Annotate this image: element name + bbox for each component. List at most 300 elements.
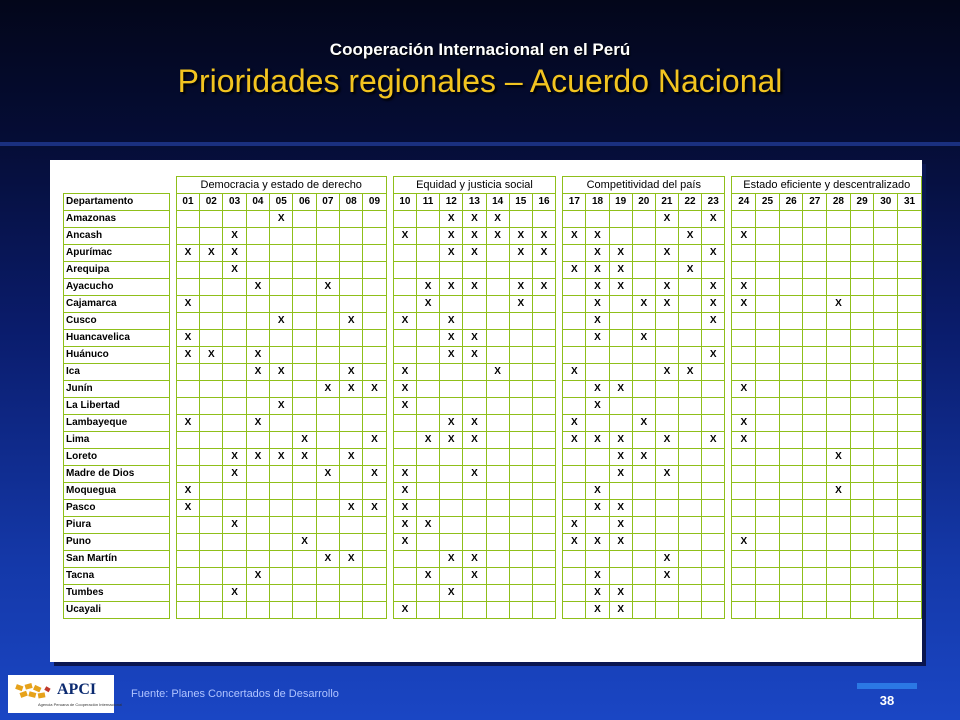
table-row — [64, 381, 922, 398]
empty-cell — [176, 279, 199, 296]
column-gap — [169, 245, 176, 262]
priority-mark: X — [223, 228, 246, 245]
priority-mark: X — [176, 415, 199, 432]
priority-mark: X — [463, 347, 486, 364]
empty-cell — [874, 415, 898, 432]
page-number: 38 — [857, 683, 917, 708]
column-header: 02 — [200, 194, 223, 211]
column-gap — [386, 364, 393, 381]
priority-mark: X — [632, 449, 655, 466]
priority-mark: X — [609, 245, 632, 262]
column-gap — [386, 432, 393, 449]
empty-cell — [563, 296, 586, 313]
column-gap — [725, 500, 732, 517]
empty-cell — [803, 517, 827, 534]
empty-cell — [732, 449, 756, 466]
priority-mark: X — [176, 245, 199, 262]
empty-cell — [363, 211, 386, 228]
empty-cell — [200, 279, 223, 296]
empty-cell — [176, 585, 199, 602]
empty-cell — [200, 364, 223, 381]
column-gap — [556, 347, 563, 364]
column-header: 04 — [246, 194, 269, 211]
priority-mark: X — [417, 432, 440, 449]
empty-cell — [246, 262, 269, 279]
empty-cell — [874, 602, 898, 619]
empty-cell — [463, 500, 486, 517]
empty-cell — [509, 398, 532, 415]
empty-cell — [270, 381, 293, 398]
empty-cell — [200, 262, 223, 279]
department-name: Cajamarca — [64, 296, 170, 313]
priority-mark: X — [393, 398, 416, 415]
empty-cell — [827, 381, 851, 398]
empty-cell — [827, 500, 851, 517]
table-row — [64, 211, 922, 228]
empty-cell — [632, 432, 655, 449]
empty-cell — [679, 449, 702, 466]
priority-mark: X — [316, 279, 339, 296]
priority-mark: X — [609, 500, 632, 517]
empty-cell — [679, 245, 702, 262]
empty-cell — [609, 483, 632, 500]
empty-cell — [176, 551, 199, 568]
empty-cell — [732, 245, 756, 262]
empty-cell — [363, 228, 386, 245]
column-gap — [169, 347, 176, 364]
priority-mark: X — [702, 296, 725, 313]
column-gap — [386, 517, 393, 534]
empty-cell — [316, 228, 339, 245]
empty-cell — [486, 279, 509, 296]
column-gap — [725, 364, 732, 381]
column-gap — [725, 177, 732, 194]
empty-cell — [440, 398, 463, 415]
priority-mark: X — [246, 415, 269, 432]
priority-mark: X — [393, 534, 416, 551]
priority-mark: X — [509, 296, 532, 313]
empty-cell — [609, 398, 632, 415]
empty-cell — [874, 449, 898, 466]
priority-mark: X — [393, 313, 416, 330]
empty-cell — [316, 330, 339, 347]
column-gap — [169, 415, 176, 432]
empty-cell — [340, 466, 363, 483]
empty-cell — [898, 313, 922, 330]
empty-cell — [632, 228, 655, 245]
column-gap — [556, 415, 563, 432]
column-gap — [556, 551, 563, 568]
empty-cell — [632, 466, 655, 483]
column-gap — [725, 330, 732, 347]
empty-cell — [563, 313, 586, 330]
empty-cell — [200, 415, 223, 432]
empty-cell — [293, 602, 316, 619]
empty-cell — [702, 262, 725, 279]
empty-cell — [563, 398, 586, 415]
empty-cell — [655, 602, 678, 619]
empty-cell — [223, 381, 246, 398]
empty-cell — [340, 483, 363, 500]
empty-cell — [779, 432, 803, 449]
table-row — [64, 551, 922, 568]
empty-cell — [509, 500, 532, 517]
empty-cell — [803, 211, 827, 228]
empty-cell — [898, 568, 922, 585]
column-gap — [556, 602, 563, 619]
empty-cell — [850, 228, 874, 245]
empty-cell — [340, 398, 363, 415]
empty-cell — [756, 585, 780, 602]
empty-cell — [316, 211, 339, 228]
empty-cell — [850, 347, 874, 364]
empty-cell — [363, 449, 386, 466]
priority-mark: X — [509, 228, 532, 245]
priority-mark: X — [340, 313, 363, 330]
empty-cell — [200, 500, 223, 517]
priority-mark: X — [609, 262, 632, 279]
empty-cell — [779, 551, 803, 568]
empty-cell — [898, 330, 922, 347]
empty-cell — [609, 415, 632, 432]
empty-cell — [756, 602, 780, 619]
priority-mark: X — [509, 279, 532, 296]
column-gap — [169, 330, 176, 347]
group-header: Democracia y estado de derecho — [176, 177, 386, 194]
empty-cell — [898, 500, 922, 517]
empty-cell — [417, 245, 440, 262]
empty-cell — [223, 483, 246, 500]
empty-cell — [898, 398, 922, 415]
empty-cell — [293, 296, 316, 313]
priority-mark: X — [732, 228, 756, 245]
empty-cell — [779, 347, 803, 364]
column-gap — [556, 534, 563, 551]
empty-cell — [417, 585, 440, 602]
priority-mark: X — [609, 602, 632, 619]
column-gap — [556, 313, 563, 330]
empty-cell — [609, 347, 632, 364]
empty-cell — [200, 398, 223, 415]
priority-mark: X — [393, 381, 416, 398]
priority-mark: X — [702, 279, 725, 296]
empty-cell — [509, 364, 532, 381]
empty-cell — [779, 228, 803, 245]
empty-cell — [850, 432, 874, 449]
empty-cell — [586, 466, 609, 483]
empty-cell — [563, 330, 586, 347]
empty-cell — [440, 534, 463, 551]
department-name: Huánuco — [64, 347, 170, 364]
empty-cell — [486, 449, 509, 466]
empty-cell — [417, 381, 440, 398]
empty-cell — [898, 551, 922, 568]
priority-mark: X — [655, 466, 678, 483]
column-header: 01 — [176, 194, 199, 211]
empty-cell — [563, 585, 586, 602]
column-gap — [725, 313, 732, 330]
department-name: Puno — [64, 534, 170, 551]
empty-cell — [417, 398, 440, 415]
priority-mark: X — [732, 534, 756, 551]
empty-cell — [486, 534, 509, 551]
empty-cell — [363, 330, 386, 347]
empty-cell — [440, 364, 463, 381]
empty-cell — [874, 245, 898, 262]
empty-cell — [463, 364, 486, 381]
priority-mark: X — [440, 432, 463, 449]
empty-cell — [803, 483, 827, 500]
priority-mark: X — [655, 432, 678, 449]
empty-cell — [874, 568, 898, 585]
empty-cell — [440, 500, 463, 517]
column-gap — [556, 432, 563, 449]
priority-mark: X — [586, 602, 609, 619]
priority-mark: X — [363, 381, 386, 398]
column-gap — [169, 534, 176, 551]
empty-cell — [803, 313, 827, 330]
empty-cell — [655, 330, 678, 347]
empty-cell — [316, 534, 339, 551]
empty-cell — [898, 381, 922, 398]
empty-cell — [246, 211, 269, 228]
empty-cell — [756, 483, 780, 500]
priority-mark: X — [563, 432, 586, 449]
empty-cell — [609, 228, 632, 245]
column-gap — [725, 517, 732, 534]
empty-cell — [417, 364, 440, 381]
empty-cell — [756, 415, 780, 432]
column-gap — [169, 568, 176, 585]
column-gap — [725, 534, 732, 551]
empty-cell — [270, 415, 293, 432]
empty-cell — [779, 466, 803, 483]
empty-cell — [632, 568, 655, 585]
empty-cell — [532, 483, 555, 500]
empty-cell — [632, 483, 655, 500]
empty-cell — [463, 296, 486, 313]
priority-mark: X — [417, 568, 440, 585]
priority-mark: X — [586, 568, 609, 585]
column-header: 05 — [270, 194, 293, 211]
empty-cell — [363, 296, 386, 313]
empty-cell — [827, 364, 851, 381]
empty-cell — [176, 228, 199, 245]
empty-cell — [246, 245, 269, 262]
group-header: Competitividad del país — [563, 177, 725, 194]
empty-cell — [340, 568, 363, 585]
empty-cell — [702, 568, 725, 585]
empty-cell — [486, 602, 509, 619]
empty-cell — [223, 500, 246, 517]
column-gap — [169, 228, 176, 245]
empty-cell — [270, 262, 293, 279]
empty-cell — [756, 364, 780, 381]
column-gap — [556, 466, 563, 483]
empty-cell — [655, 449, 678, 466]
empty-cell — [176, 534, 199, 551]
empty-cell — [850, 585, 874, 602]
priority-mark: X — [176, 500, 199, 517]
empty-cell — [702, 585, 725, 602]
group-header: Equidad y justicia social — [393, 177, 555, 194]
table-row — [64, 398, 922, 415]
priority-mark: X — [702, 245, 725, 262]
empty-cell — [803, 466, 827, 483]
empty-cell — [293, 381, 316, 398]
empty-cell — [679, 347, 702, 364]
empty-cell — [756, 262, 780, 279]
empty-cell — [756, 398, 780, 415]
empty-cell — [874, 313, 898, 330]
empty-cell — [176, 432, 199, 449]
empty-cell — [340, 228, 363, 245]
priority-mark: X — [293, 449, 316, 466]
empty-cell — [803, 228, 827, 245]
empty-cell — [756, 432, 780, 449]
empty-cell — [803, 449, 827, 466]
empty-cell — [874, 228, 898, 245]
priority-mark: X — [463, 211, 486, 228]
column-gap — [556, 500, 563, 517]
department-name: San Martín — [64, 551, 170, 568]
department-name: Tumbes — [64, 585, 170, 602]
priority-mark: X — [440, 313, 463, 330]
empty-cell — [779, 279, 803, 296]
empty-cell — [779, 449, 803, 466]
empty-cell — [200, 432, 223, 449]
priority-mark: X — [293, 432, 316, 449]
column-header: 03 — [223, 194, 246, 211]
empty-cell — [176, 398, 199, 415]
empty-cell — [655, 313, 678, 330]
priority-mark: X — [463, 415, 486, 432]
empty-cell — [563, 466, 586, 483]
empty-cell — [440, 466, 463, 483]
priority-mark: X — [340, 364, 363, 381]
empty-cell — [850, 534, 874, 551]
empty-cell — [316, 585, 339, 602]
priority-mark: X — [316, 551, 339, 568]
empty-cell — [532, 381, 555, 398]
priority-mark: X — [702, 211, 725, 228]
empty-cell — [874, 585, 898, 602]
empty-cell — [293, 398, 316, 415]
empty-cell — [393, 211, 416, 228]
empty-cell — [632, 279, 655, 296]
empty-cell — [417, 330, 440, 347]
column-header: 15 — [509, 194, 532, 211]
empty-cell — [316, 347, 339, 364]
priority-mark: X — [270, 211, 293, 228]
column-header: 20 — [632, 194, 655, 211]
table-row — [64, 585, 922, 602]
column-gap — [386, 313, 393, 330]
empty-cell — [293, 364, 316, 381]
priority-mark: X — [609, 381, 632, 398]
empty-cell — [655, 347, 678, 364]
department-name: Madre de Dios — [64, 466, 170, 483]
department-name: Arequipa — [64, 262, 170, 279]
empty-cell — [850, 415, 874, 432]
empty-cell — [702, 483, 725, 500]
priority-mark: X — [246, 568, 269, 585]
empty-cell — [779, 568, 803, 585]
empty-cell — [850, 296, 874, 313]
empty-cell — [223, 347, 246, 364]
empty-cell — [702, 398, 725, 415]
column-gap — [169, 551, 176, 568]
empty-cell — [223, 551, 246, 568]
empty-cell — [850, 313, 874, 330]
column-gap — [169, 262, 176, 279]
empty-cell — [440, 381, 463, 398]
empty-cell — [223, 602, 246, 619]
empty-cell — [486, 517, 509, 534]
empty-cell — [779, 296, 803, 313]
empty-cell — [246, 517, 269, 534]
empty-cell — [779, 602, 803, 619]
empty-cell — [509, 330, 532, 347]
empty-cell — [756, 449, 780, 466]
column-gap — [386, 177, 393, 194]
empty-cell — [702, 500, 725, 517]
empty-cell — [176, 449, 199, 466]
priority-mark: X — [270, 398, 293, 415]
empty-cell — [756, 551, 780, 568]
apci-emblem-icon — [14, 682, 54, 700]
empty-cell — [340, 279, 363, 296]
empty-cell — [463, 585, 486, 602]
empty-cell — [756, 211, 780, 228]
empty-cell — [827, 415, 851, 432]
column-header: 21 — [655, 194, 678, 211]
priority-mark: X — [609, 585, 632, 602]
priority-mark: X — [440, 551, 463, 568]
priority-mark: X — [246, 347, 269, 364]
empty-cell — [827, 432, 851, 449]
column-gap — [725, 449, 732, 466]
priority-mark: X — [340, 449, 363, 466]
priority-mark: X — [632, 296, 655, 313]
empty-cell — [756, 245, 780, 262]
empty-cell — [898, 347, 922, 364]
priority-mark: X — [732, 296, 756, 313]
empty-cell — [200, 568, 223, 585]
priority-mark: X — [440, 415, 463, 432]
empty-cell — [200, 466, 223, 483]
empty-cell — [702, 517, 725, 534]
empty-cell — [486, 568, 509, 585]
priority-mark: X — [393, 500, 416, 517]
empty-cell — [223, 534, 246, 551]
empty-cell — [316, 262, 339, 279]
table-row — [64, 347, 922, 364]
column-gap — [386, 262, 393, 279]
empty-cell — [756, 296, 780, 313]
empty-cell — [417, 551, 440, 568]
empty-cell — [316, 398, 339, 415]
priority-mark: X — [393, 364, 416, 381]
empty-cell — [176, 466, 199, 483]
column-gap — [725, 194, 732, 211]
empty-cell — [898, 279, 922, 296]
empty-cell — [176, 381, 199, 398]
empty-cell — [363, 398, 386, 415]
department-name: Huancavelica — [64, 330, 170, 347]
empty-cell — [200, 534, 223, 551]
column-gap — [169, 194, 176, 211]
